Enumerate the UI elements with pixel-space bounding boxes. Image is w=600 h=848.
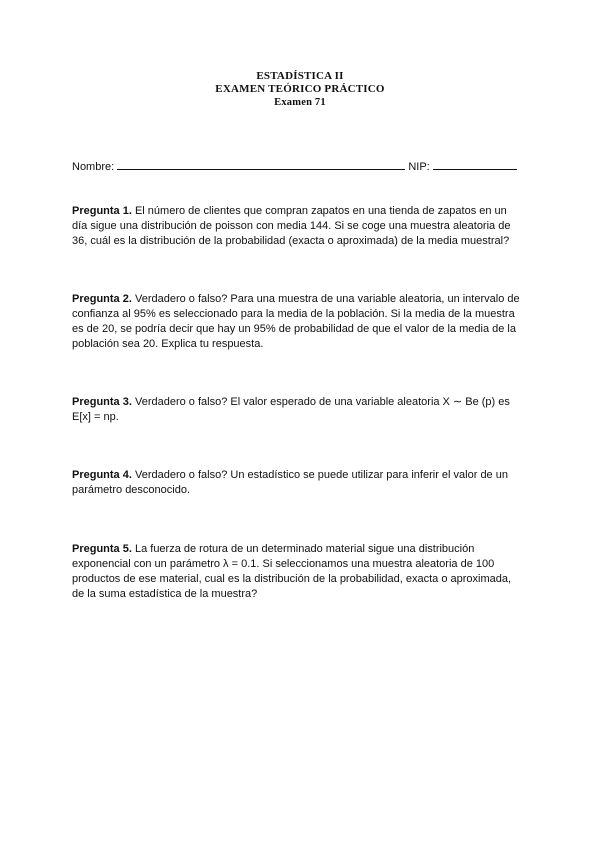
question-text-line: es de 20, se podría decir que hay un 95% de probabilidad de que el valor de la media de la — [72, 323, 516, 335]
question-4 — [72, 468, 524, 498]
question-text-line: Verdadero o falso? Un estadístico se puede utilizar para inferir el valor de un — [134, 469, 508, 481]
question-label: Pregunta 3. — [72, 396, 132, 408]
question-text-line: 36, cuál es la distribución de la probabilidad (exacta o aproximada) de la media muestral? — [72, 235, 510, 247]
name-blank[interactable] — [117, 160, 405, 170]
question-text-line: La fuerza de rotura de un determinado material sigue una distribución — [134, 543, 475, 555]
question-5 — [72, 542, 524, 602]
question-label: Pregunta 2. — [72, 293, 132, 305]
question-text-line: día sigue una distribución de poisson con media 144. Si se coge una muestra aleatoria de — [72, 220, 511, 232]
subject-title: ESTADÍSTICA II — [256, 70, 344, 82]
exam-number: Examen 71 — [274, 97, 326, 108]
name-label: Nombre: — [72, 161, 115, 173]
question-text-line: confianza al 95% es seleccionado para la media de la población. Si la media de la muestra — [72, 308, 515, 320]
question-text-line: exponencial con un parámetro λ = 0.1. Si seleccionamos una muestra aleatoria de 100 — [72, 558, 495, 570]
nip-label: NIP: — [408, 161, 430, 173]
question-text-line: Verdadero o falso? Para una muestra de una variable aleatoria, un intervalo de — [134, 293, 520, 305]
question-text-line: El número de clientes que compran zapatos en una tienda de zapatos en un — [134, 205, 507, 217]
question-text-line: población sea 20. Explica tu respuesta. — [72, 338, 264, 350]
question-text-line: parámetro desconocido. — [72, 484, 191, 496]
question-label: Pregunta 5. — [72, 543, 132, 555]
exam-header — [0, 70, 600, 109]
student-info-line — [72, 160, 532, 174]
question-text-line: productos de ese material, cual es la distribución de la probabilidad, exacta o aproximada, — [72, 573, 512, 585]
question-text-line: E[x] = np. — [72, 411, 119, 423]
question-label: Pregunta 1. — [72, 205, 132, 217]
question-1 — [72, 204, 524, 249]
question-text-line: Verdadero o falso? El valor esperado de una variable aleatoria X ∼ Be (p) es — [134, 396, 510, 408]
question-label: Pregunta 4. — [72, 469, 132, 481]
question-2 — [72, 292, 524, 352]
question-text-line: de la suma estadística de la muestra? — [72, 588, 258, 600]
question-3 — [72, 395, 524, 425]
nip-blank[interactable] — [433, 160, 517, 170]
exam-type-title: EXAMEN TEÓRICO PRÁCTICO — [215, 83, 385, 95]
